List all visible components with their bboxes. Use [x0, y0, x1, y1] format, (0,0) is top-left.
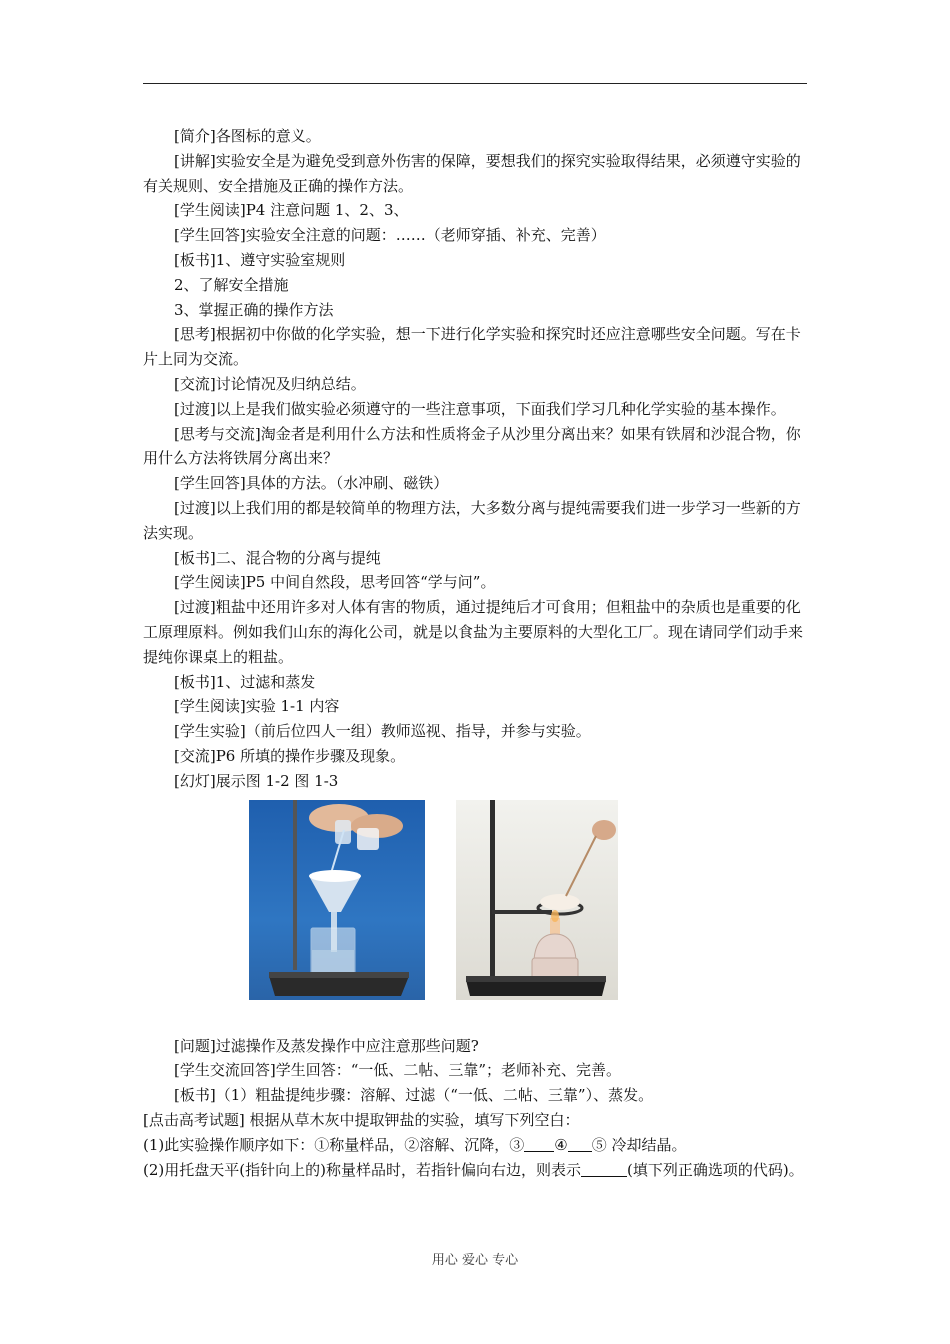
paragraph-group-bottom	[143, 1034, 807, 1133]
body-paragraph: [学生回答]具体的方法。（水冲刷、磁铁）	[174, 474, 449, 493]
question-1	[143, 1133, 807, 1158]
body-paragraph: [讲解]实验安全是为避免受到意外伤害的保障，要想我们的探究实验取得结果，必须遵守实验的有关规则、安全措施及正确的操作方法。	[143, 151, 801, 195]
body-paragraph: [思考与交流]淘金者是利用什么方法和性质将金子从沙里分离出来？如果有铁屑和沙混合物，你用什么方法将铁屑分离出来？	[143, 424, 801, 468]
body-paragraph: [学生实验]（前后位四人一组）教师巡视、指导，并参与实验。	[174, 722, 591, 741]
body-paragraph: [点击高考试题] 根据从草木灰中提取钾盐的实验，填写下列空白：	[143, 1110, 580, 1129]
body-paragraph: [过渡]以上我们用的都是较简单的物理方法，大多数分离与提纯需要我们进一步学习一些新的方法实现。	[143, 498, 801, 542]
body-paragraph: [过渡]粗盐中还用许多对人体有害的物质，通过提纯后才可食用；但粗盐中的杂质也是重要的化工原理原料。例如我们山东的海化公司，就是以食盐为主要原料的大型化工厂。现在请同学们动手来提纯你课桌上的粗盐。	[143, 598, 804, 666]
body-paragraph: 3、掌握正确的操作方法	[174, 300, 334, 319]
answer-blank-4	[568, 1137, 592, 1152]
question-1-step-4: ④	[554, 1135, 568, 1154]
figure-row	[143, 794, 807, 1034]
body-paragraph: [学生阅读]实验 1-1 内容	[174, 697, 340, 716]
document-body	[143, 124, 807, 1182]
answer-blank-3	[524, 1137, 554, 1152]
body-paragraph: [过渡]以上是我们做实验必须遵守的一些注意事项，下面我们学习几种化学实验的基本操作。	[174, 399, 786, 418]
paragraph-group-top	[143, 124, 807, 794]
header-rule	[143, 83, 807, 84]
body-paragraph: [思考]根据初中你做的化学实验，想一下进行化学实验和探究时还应注意哪些安全问题。写在卡片上同为交流。	[143, 325, 801, 369]
body-paragraph: [板书]（1）粗盐提纯步骤：溶解、过滤（“一低、二帖、三靠”）、蒸发。	[174, 1086, 654, 1105]
question-2-text: (2)用托盘天平(指针向上的)称量样品时，若指针偏向右边，则表示	[143, 1160, 581, 1179]
body-paragraph: 2、了解安全措施	[174, 275, 289, 294]
body-paragraph: [交流]P6 所填的操作步骤及现象。	[174, 746, 406, 765]
question-1-step-5: ⑤ 冷却结晶。	[591, 1135, 687, 1154]
body-paragraph: [学生阅读]P5 中间自然段，思考回答“学与问”。	[174, 573, 496, 592]
body-paragraph: [学生回答]实验安全注意的问题：……（老师穿插、补充、完善）	[174, 226, 606, 245]
body-paragraph: [交流]讨论情况及归纳总结。	[174, 374, 366, 393]
body-paragraph: [学生阅读]P4 注意问题 1、2、3、	[174, 201, 409, 220]
evaporation-photo	[456, 800, 618, 1000]
body-paragraph: [板书]1、遵守实验室规则	[174, 250, 346, 269]
body-paragraph: [幻灯]展示图 1-2 图 1-3	[174, 771, 339, 790]
question-1-text: (1)此实验操作顺序如下：①称量样品，②溶解、沉降，③	[143, 1135, 525, 1154]
question-2	[143, 1158, 807, 1183]
body-paragraph: [问题]过滤操作及蒸发操作中应注意那些问题?	[174, 1036, 479, 1055]
page-footer: 用心 爱心 专心	[431, 1253, 519, 1268]
body-paragraph: [板书]二、混合物的分离与提纯	[174, 548, 381, 567]
filtration-photo	[249, 800, 425, 1000]
body-paragraph: [板书]1、过滤和蒸发	[174, 672, 316, 691]
body-paragraph: [学生交流回答]学生回答：“一低、二帖、三靠”；老师补充、完善。	[174, 1061, 622, 1080]
body-paragraph: [简介]各图标的意义。	[174, 127, 321, 145]
answer-blank-q2	[581, 1162, 627, 1177]
question-2-tail: (填下列正确选项的代码)。	[626, 1160, 804, 1179]
